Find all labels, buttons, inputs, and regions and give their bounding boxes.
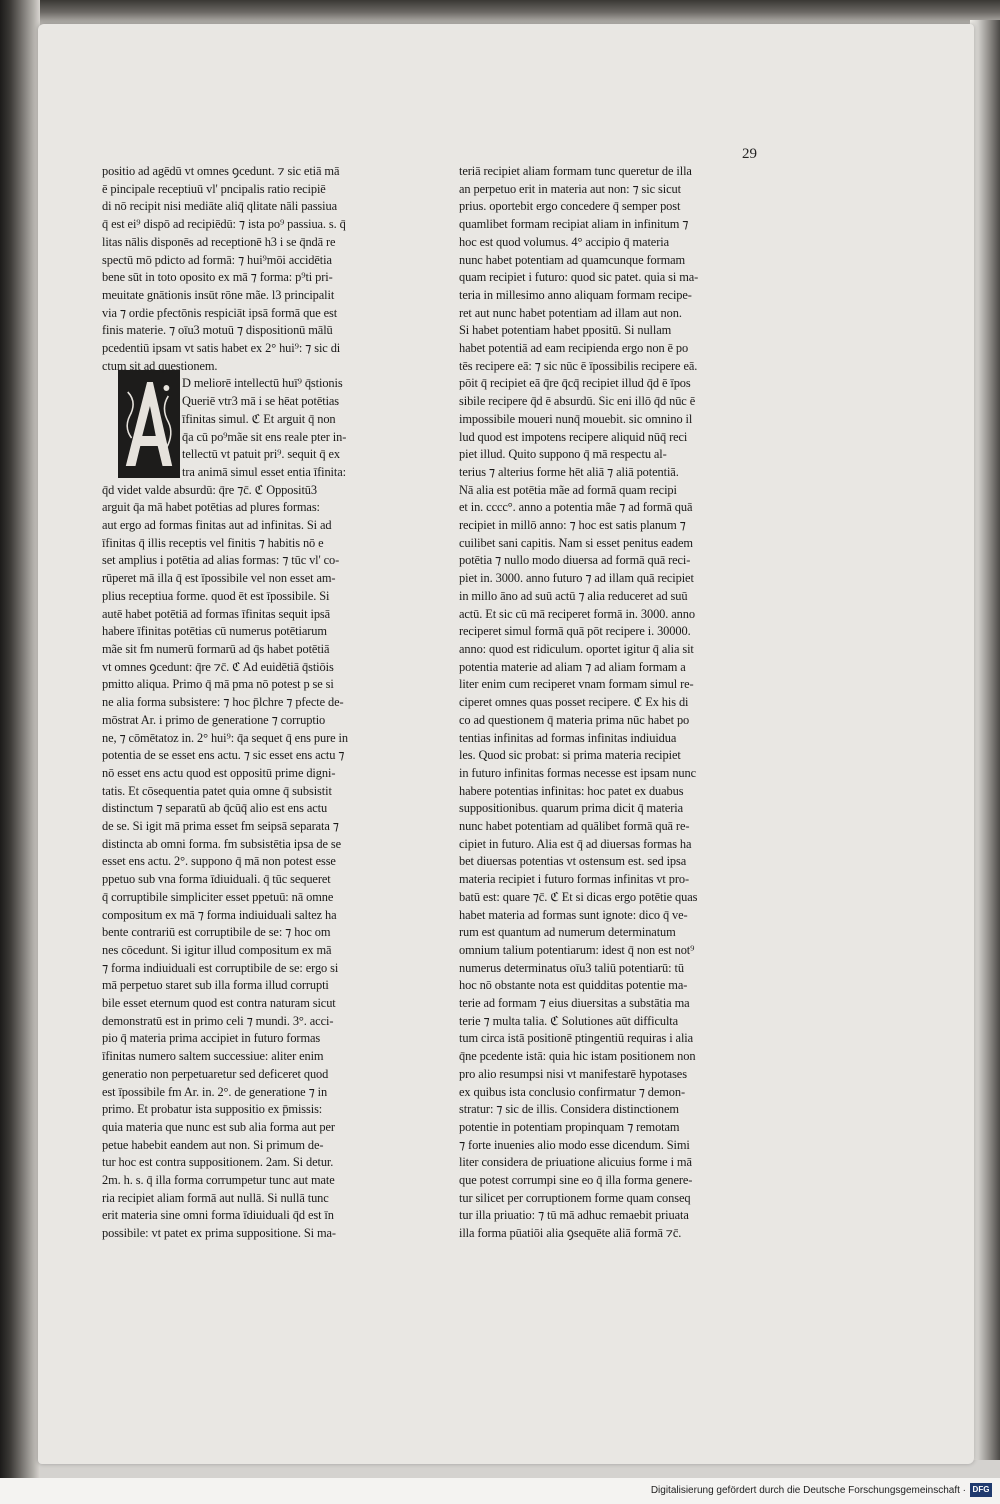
text-line: pōit q̄ recipiet eā q̄re q̄cq̄ recipiet illud q̄d ē īpos [459,376,691,391]
book-right-edge [970,20,1000,1460]
text-line: ⁊ forte inuenies alio modo esse dicendum. Simi [459,1137,690,1152]
text-line: teriā recipiet aliam formam tunc queretur de illa [459,164,692,178]
footer-credit: Digitalisierung gefördert durch die Deutsche Forschungsgemeinschaft · [650,1485,966,1496]
text-line: pcedentiū ipsam vt satis habet ex 2° hui⁹: ⁊ sic di [102,341,341,356]
text-line: rum est quantum ad numerum determinatum [459,925,676,940]
text-line: tēs recipere eā: ⁊ sic nūc ē īpossibilis recipere eā. [459,358,698,373]
text-line: nunc habet potentiam ad quamcunque formam [459,252,686,267]
text-line: piet illud. Quito suppono q̄ mā respectu al- [459,447,667,462]
text-line: anno: quod est ridiculum. oportet igitur q̄ alia sit [459,641,694,656]
text-line: prius. oportebit ergo concedere q̄ semper post [459,199,681,214]
text-line: quam recipiet i futuro: quod sic patet. quia si ma- [459,270,699,285]
text-line: pmitto aliqua. Primo q̄ mā pma nō potest p se si [102,677,334,692]
text-line: terie ad formam ⁊ eius diuersitas a substātia ma [459,996,690,1011]
text-line: di nō recipit nisi mediāte aliq̄ qlitate nāli passiua [102,199,337,214]
text-line: omnium talium potentiarum: idest q̄ non est not⁹ [459,942,695,957]
text-line: in millo āno ad suū actū ⁊ alia reduceret ad suū [459,588,688,603]
text-line: litas nālis disponēs ad receptionē h3 i se q̄ndā re [102,234,336,249]
text-line: est īpossibile fm Ar. in. 2°. de generatione ⁊ in [102,1084,328,1099]
text-line: ⁊ forma indiuiduali est corruptibile de se: ergo si [102,960,339,975]
text-line: piet in. 3000. anno futuro ⁊ ad illam quā recipiet [459,571,694,586]
page-number: 29 [742,146,757,162]
text-line: tur hoc est contra suppositionem. 2am. Si detur. [102,1155,334,1170]
text-line: possibile: vt patet ex prima suppositione. Si ma- [102,1226,336,1241]
text-line: quia materia que nunc est sub alia forma aut per [102,1119,335,1134]
text-line: finis materie. ⁊ oīu3 motuū ⁊ dispositionū mālū [102,323,333,338]
text-line: nes cōcedunt. Si igitur illud compositum ex mā [102,942,332,957]
text-line: hoc nō obstante nota est quidditas potentie ma- [459,978,688,993]
text-line: spectū mō pdicto ad formā: ⁊ hui⁹mōi accidētia [102,252,332,267]
text-line: mōstrat Ar. i primo de generatione ⁊ corruptio [102,712,326,727]
text-line: pro alio resumpsi nisi vt manifestarē hypotases [459,1066,687,1081]
text-line: meuitate gnātionis insūt rōne mãe. l3 principalit [102,287,335,302]
text-line: q̄ne pcedente istā: quia hic istam positionem non [459,1049,696,1064]
text-line: via ⁊ ordie pfectōnis respiciāt ipsā formā que est [102,305,338,320]
text-line: autē habet potētiā ad formas īfinitas sequit ipsā [102,606,331,621]
text-line: mā perpetuo staret sub illa forma illud corrupti [102,978,329,993]
text-line: īfinitas numero saltem successiue: aliter enim [102,1049,324,1064]
text-line: suppositionibus. quarum prima dicit q̄ materia [459,801,684,816]
text-line: les. Quod sic probat: si prima materia recipiet [459,748,681,763]
text-line: an perpetuo erit in materia aut non: ⁊ sic sicut [459,181,681,196]
text-line: de se. Si igit mā prima esset fm seipsā separata ⁊ [102,819,339,834]
text-line: bente contrariū est corruptibile de se: ⁊ hoc om [102,925,331,940]
text-line: demonstratū est in primo celi ⁊ mundi. 3°. acci- [102,1013,334,1028]
text-line: q̄ corruptibile simpliciter esset ppetuū: nā omne [102,889,334,904]
text-line: īfinitas q̄ illis receptis vel finitis ⁊ habitis nō e [102,535,324,550]
text-line: aut ergo ad formas finitas aut ad infinitas. Si ad [102,518,332,533]
text-line: tum circa istā positionē ptingentiū requiras i alia [459,1031,694,1046]
text-line: īfinitas simul. ℭ Et arguit q̄ non [182,411,336,426]
text-line: D meliorē intellectū huī⁹ q̄stionis [182,376,343,391]
text-line: co ad questionem q̄ materia prima nūc habet po [459,712,690,727]
text-line: tatis. Et cōsequentia patet quia omne q̄ subsistit [102,783,332,798]
text-line: 2m. h. s. q̄ illa forma corrumpetur tunc aut mate [102,1173,335,1188]
text-line: set amplius i potētia ad alias formas: ⁊ tūc vl' co- [102,553,340,568]
text-line: potentie in potentiam propinquam ⁊ remotam [459,1119,680,1134]
left-text-column [102,163,437,1243]
text-line: nunc habet potentiam ad quālibet formā quā re- [459,819,690,834]
text-line: quamlibet formam recipiat aliam in infinitum ⁊ [459,217,689,232]
text-line: ē pincipale receptiuū vl' pncipalis ratio recipiē [102,181,326,196]
text-line: ppetuo sub vna forma īdiuiduali. q̄ tūc sequeret [102,872,331,887]
text-line: numerus determinatus oīu3 taliū potentiarū: tū [459,960,684,975]
text-line: ex quibus ista conclusio confirmatur ⁊ demon- [459,1084,686,1099]
text-line: distinctum ⁊ separatū ab q̄cūq̄ alio est ens actu [102,801,328,816]
text-line: potentia de se esset ens actu. ⁊ sic esset ens actu ⁊ [102,748,345,763]
text-line: petue habebit eandem aut non. Si primum de- [102,1137,324,1152]
text-line: habere potentias infinitas: hoc patet ex duabus [459,783,684,798]
text-line: illa forma pūatiōi alia ꝯsequēte aliā formā ⁊c̄. [459,1226,682,1241]
text-line: ret aut nunc habet potentiam ad illam aut non. [459,305,682,320]
text-line: bile esset eternum quod est contra naturam sicut [102,996,336,1011]
text-line: tra animā simul esset entia īfinita: [182,464,346,479]
text-line: recipiet in millō anno: ⁊ hoc est satis planum ⁊ [459,518,686,533]
text-line: q̄d videt valde absurdū: q̄re ⁊c̄. ℭ Oppositū3 [102,482,317,497]
dfg-logo: DFG [970,1483,992,1497]
text-line: mãe sit fm numerū formarū ad q̄s habet potētiā [102,641,330,656]
text-line: habet potentiā ad eam recipienda ergo non ē po [459,341,689,356]
right-text-column [459,163,801,1243]
text-line: sibile recipere q̄d ē absurdū. Sic eni illō q̄d nūc ē [459,394,696,409]
text-line: ctum sit ad questionem. [102,358,218,373]
text-line: materia recipiet i futuro formas infinitas vt pro- [459,872,689,887]
text-line: esset ens actu. 2°. suppono q̄ mā non potest esse [102,854,336,869]
text-line: ciperet omnes quas posset recipere. ℭ Ex his di [459,695,689,710]
text-line: plius receptiua forme. quod ēt est īpossibile. Si [102,588,330,603]
text-line: potentia materie ad aliam ⁊ ad aliam formam a [459,659,686,674]
text-line: bene sūt in toto oposito ex mā ⁊ forma: p⁹ti pri- [102,270,333,285]
text-line: impossibile moueri nunq̄ mouebit. sic omnino il [459,411,693,426]
text-line: vt omnes ꝯcedunt: q̄re ⁊c̄. ℭ Ad euidētiā q̄stiōis [102,659,334,674]
text-line: et in. cccc°. anno a potentia mãe ⁊ ad formā quā [459,500,693,515]
text-line: terie ⁊ multa talia. ℭ Solutiones aūt difficulta [459,1013,679,1028]
text-line: actū. Et sic cū mā reciperet formā in. 3000. anno [459,606,695,621]
text-line: que potest corrumpi sine eo q̄ illa forma genere- [459,1173,693,1188]
text-line: generatio non perpetuaretur sed deficeret quod [102,1066,329,1081]
text-line: cuilibet sani capitis. Nam si esset penitus eadem [459,535,693,550]
text-line: liter considera de priuatione alicuius forme i mā [459,1155,692,1170]
text-line: pio q̄ materia prima accipiet in futuro formas [102,1031,321,1046]
text-line: Queriē vtr3 mā i se hēat potētias [182,394,340,409]
text-line: ria recipiet aliam formā aut nullā. Si nullā tunc [102,1190,329,1205]
text-line: arguit q̄a mā habet potētias ad plures formas: [102,500,320,515]
book-top-edge [36,0,1000,26]
text-line: tellectū vt patuit pri⁹. sequit q̄ ex [182,447,340,462]
text-line: q̄a cū po⁹mãe sit ens reale pter in- [182,429,347,444]
footer-bar [0,1478,1000,1504]
text-line: cipiet in futuro. Alia est q̄ ad diuersas formas ha [459,836,692,851]
text-line: ne, ⁊ cōmētatoz in. 2° hui⁹: q̄a sequet q̄ ens pure in [102,730,348,745]
text-line: in futuro infinitas formas necesse est ipsam nunc [459,765,697,780]
text-line: compositum ex mā ⁊ forma indiuiduali saltez ha [102,907,337,922]
text-line: q̄ est ei⁹ dispō ad recipiēdū: ⁊ ista po⁹ passiua. s. q̄ [102,217,346,232]
text-line: tentias infinitas ad formas infinitas indiuidua [459,730,677,745]
text-line: hoc est quod volumus. 4° accipio q̄ materia [459,234,669,249]
text-line: rūperet mā illa q̄ est īpossibile vel non esset am- [102,571,336,586]
text-line: ne alia forma subsistere: ⁊ hoc p̄lchre ⁊ pfecte de- [102,695,344,710]
text-line: liter enim cum reciperet vnam formam simul re- [459,677,694,692]
text-line: tur silicet per corruptionem forme quam conseq [459,1190,691,1205]
text-line: batū est: quare ⁊c̄. ℭ Et si dicas ergo potētie quas [459,889,698,904]
text-line: nō esset ens actu quod est oppositū prime digni- [102,765,336,780]
text-line: habet materia ad formas sunt ignote: dico q̄ ve- [459,907,688,922]
book-left-edge [0,0,40,1478]
text-line: erit materia sine omni forma īdiuiduali q̄d est īn [102,1208,334,1223]
text-line: tur illa priuatio: ⁊ tū mā adhuc remaebit priuata [459,1208,689,1223]
text-line: terius ⁊ alterius forme hēt aliā ⁊ aliā potentiā. [459,464,679,479]
text-line: lud quod est impotens recipere aliquid nūq̄ reci [459,429,688,444]
text-line: distincta ab omni forma. fm subsistētia ipsa de se [102,836,341,851]
text-line: reciperet simul formā quā pōt recipere i. 30000. [459,624,691,639]
text-line: teria in millesimo anno aliquam formam recipe- [459,287,692,302]
text-line: habere īfinitas potētias cū numerus potētiarum [102,624,327,639]
text-line: Si habet potentiam habet ppositū. Si nullam [459,323,672,338]
text-line: positio ad agēdū vt omnes ꝯcedunt. ⁊ sic etiā mā [102,164,340,178]
text-line: stratur: ⁊ sic de illis. Considera distinctionem [459,1102,679,1117]
text-line: potētia ⁊ nullo modo diuersa ad formā quā reci- [459,553,691,568]
text-line: primo. Et probatur ista suppositio ex p̄missis: [102,1102,323,1117]
text-line: Nā alia est potētia mãe ad formā quam recipi [459,482,677,497]
text-line: bet diuersas potentias vt ostensum est. sed ipsa [459,854,687,869]
